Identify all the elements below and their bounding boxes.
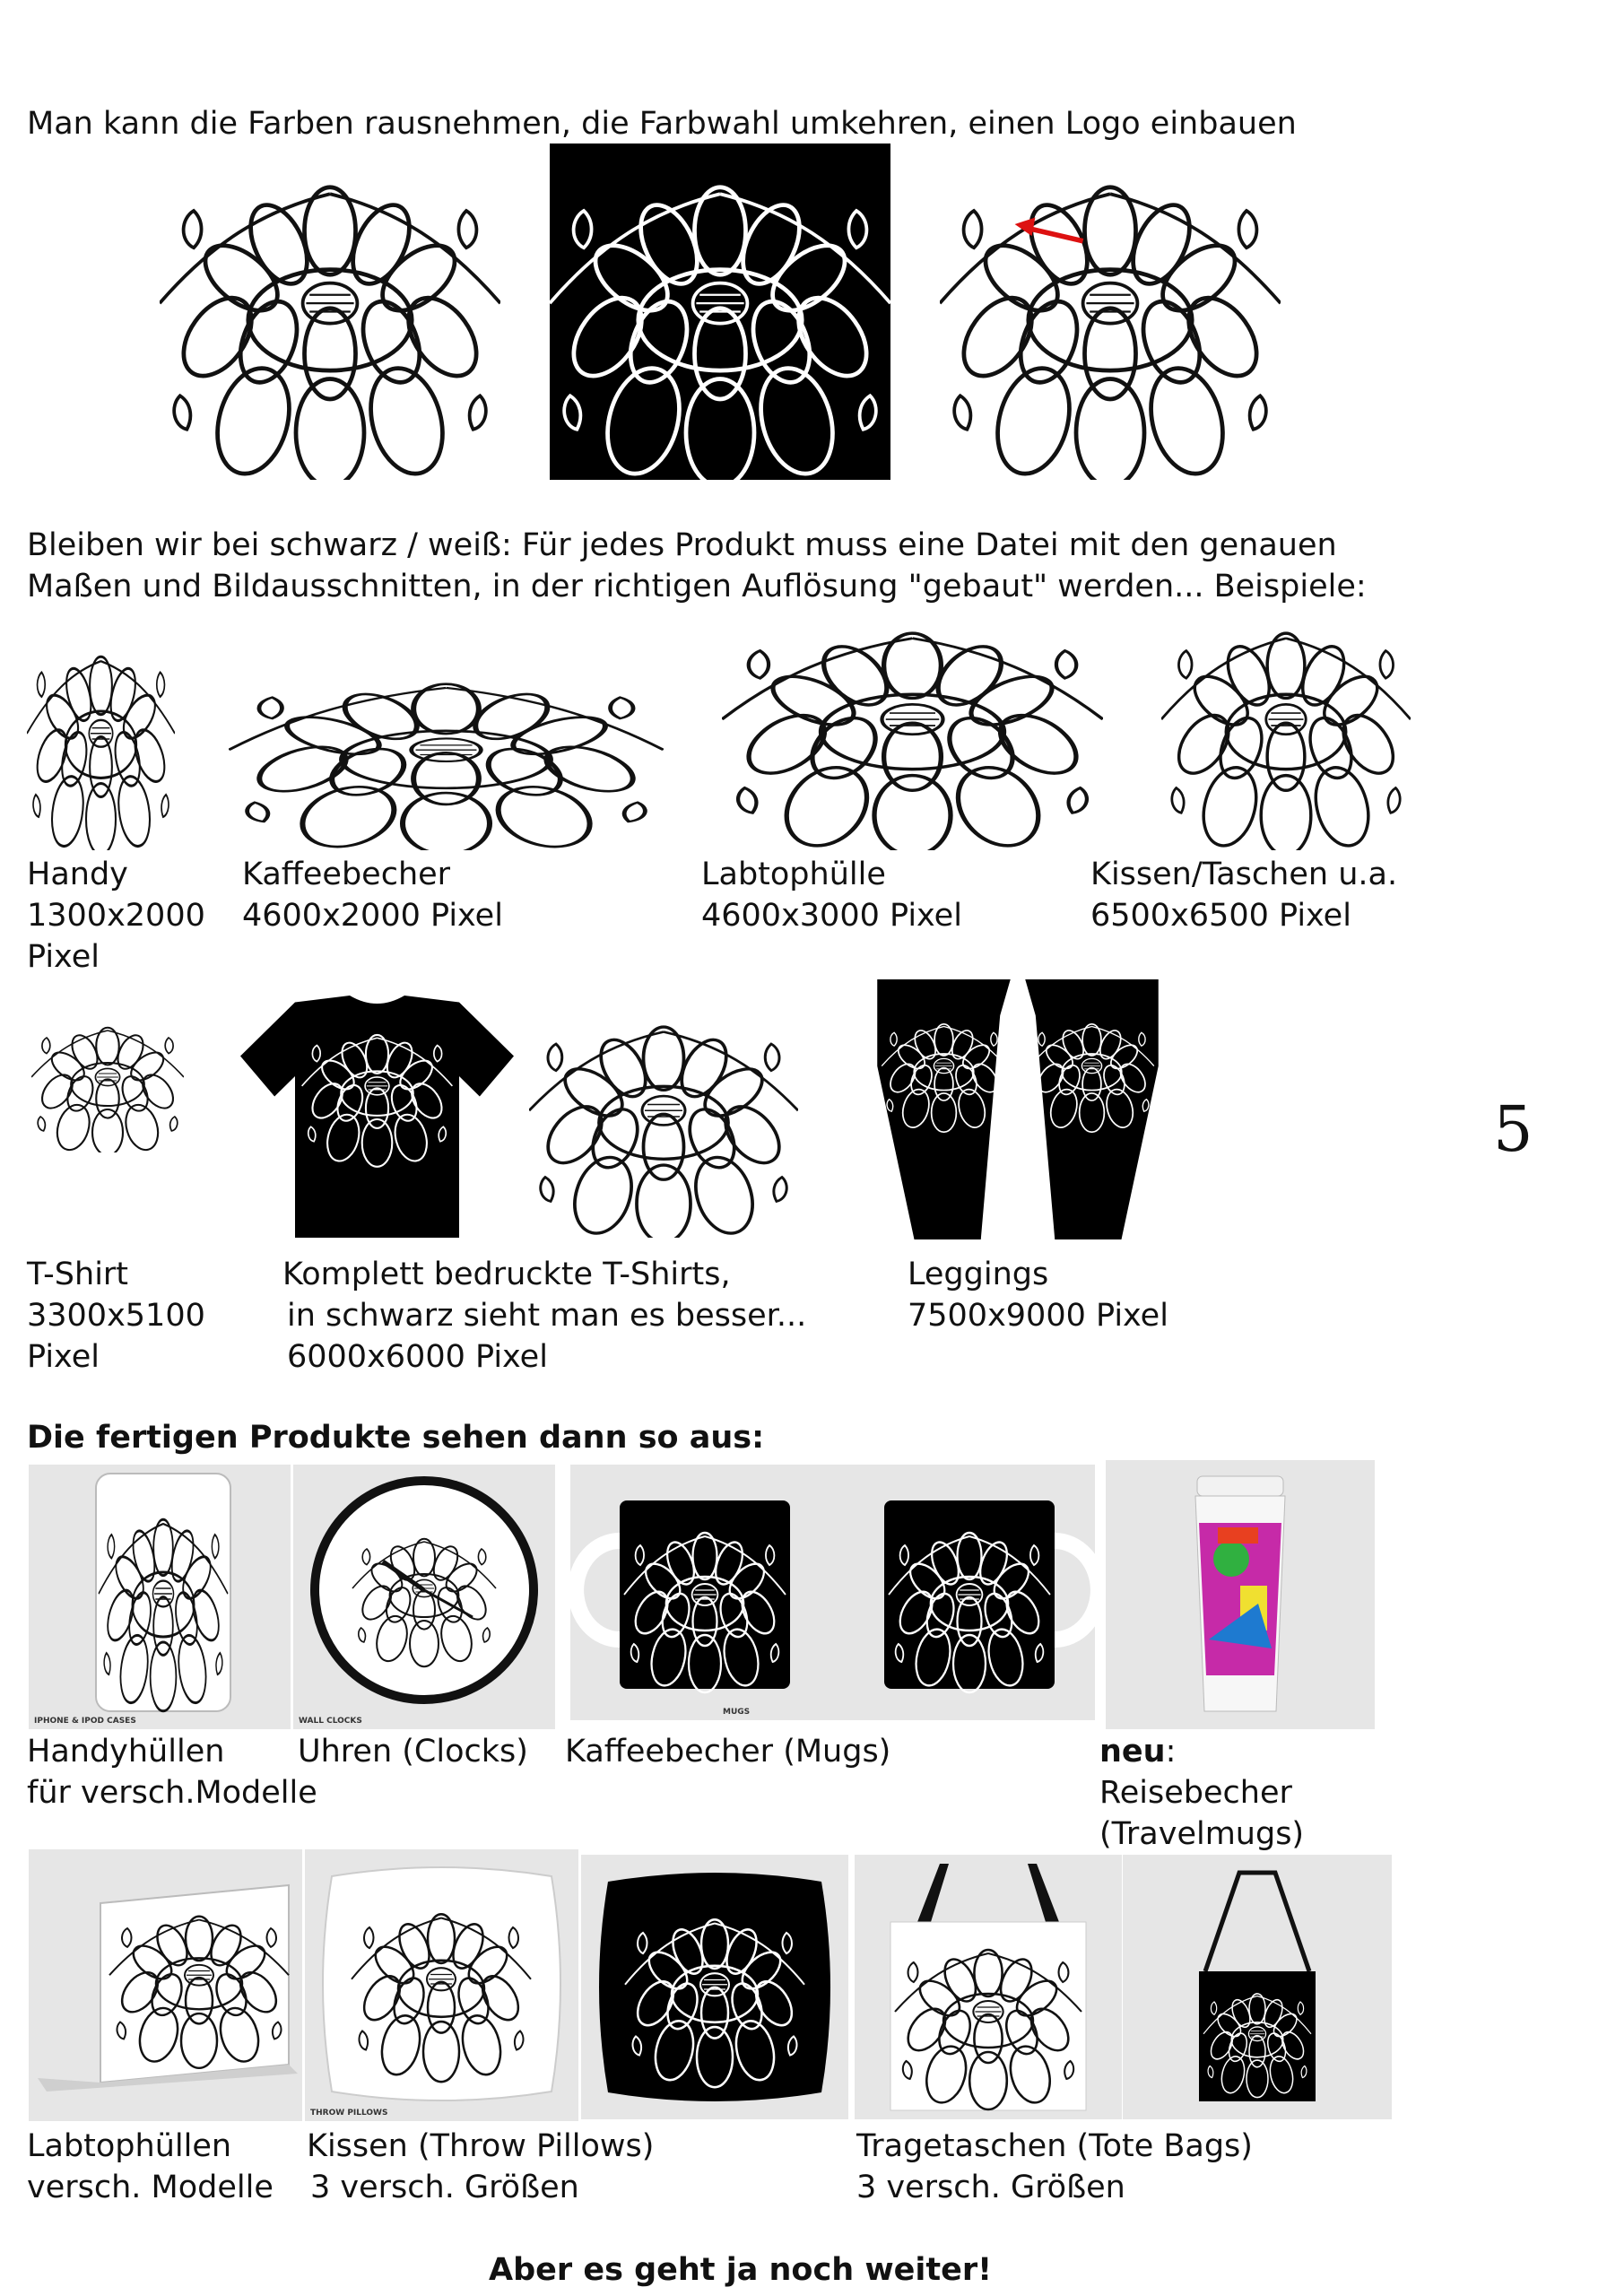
format-tshirt-name: T-Shirt	[27, 1257, 129, 1292]
format-komplett-line-2: in schwarz sieht man es besser...	[287, 1298, 807, 1334]
product-pillows-line-1: Kissen (Throw Pillows)	[307, 2128, 655, 2164]
product-pillows-line-2: 3 versch. Größen	[310, 2170, 579, 2205]
format-tshirt-image	[31, 1009, 184, 1152]
format-leggings-image	[870, 979, 1166, 1239]
format-labtop-name: Labtophülle	[701, 857, 886, 892]
product-travel-line-2: Reisebecher	[1099, 1775, 1292, 1811]
format-labtop-image	[722, 601, 1103, 850]
caption-clocks: WALL CLOCKS	[299, 1717, 362, 1726]
neu-colon: :	[1165, 1734, 1177, 1770]
product-laptop-line-1: Labtophüllen	[27, 2128, 232, 2164]
intro-text: Man kann die Farben rausnehmen, die Farbwahl umkehren, einen Logo einbauen	[27, 106, 1297, 142]
format-komplett-line-1: Komplett bedruckte T-Shirts,	[282, 1257, 731, 1292]
product-handy-line-2: für versch.Modelle	[27, 1775, 317, 1811]
format-kaffeebecher-name: Kaffeebecher	[242, 857, 451, 892]
format-tshirt-size: 3300x5100	[27, 1298, 205, 1334]
flower-artwork-white	[160, 144, 500, 480]
caption-iphone: IPHONE & IPOD CASES	[34, 1717, 136, 1726]
product-photo-clock	[293, 1465, 555, 1729]
product-photo-mugs	[570, 1465, 1095, 1720]
format-kissen-name: Kissen/Taschen u.a.	[1090, 857, 1398, 892]
products-heading: Die fertigen Produkte sehen dann so aus:	[27, 1420, 765, 1456]
format-handy-name: Handy	[27, 857, 128, 892]
page-number: 5	[1493, 1092, 1533, 1166]
product-photo-pillow-black	[581, 1855, 848, 2119]
caption-pillows: THROW PILLOWS	[310, 2109, 388, 2118]
product-mugs-label: Kaffeebecher (Mugs)	[565, 1734, 891, 1770]
format-labtop-size: 4600x3000 Pixel	[701, 898, 962, 934]
flower-artwork-inverted	[550, 144, 890, 480]
product-photo-tote-black	[1123, 1855, 1392, 2119]
product-travel-line-3: (Travelmugs)	[1099, 1816, 1305, 1852]
format-handy-unit: Pixel	[27, 939, 100, 975]
paragraph-line-1: Bleiben wir bei schwarz / weiß: Für jedes Produkt muss eine Datei mit den genauen	[27, 527, 1337, 563]
product-travel-neu	[1099, 1731, 1176, 1772]
format-leggings-name: Leggings	[908, 1257, 1049, 1292]
neu-label: neu	[1099, 1734, 1166, 1770]
format-kaffeebecher-image	[229, 659, 664, 850]
format-tshirt-black-image	[240, 996, 514, 1238]
paragraph-line-2: Maßen und Bildausschnitten, in der richtigen Auflösung "gebaut" werden... Beispiele:	[27, 569, 1367, 604]
format-kaffeebecher-size: 4600x2000 Pixel	[242, 898, 503, 934]
product-totes-line-1: Tragetaschen (Tote Bags)	[856, 2128, 1253, 2164]
format-leggings-size: 7500x9000 Pixel	[908, 1298, 1168, 1334]
format-tshirt-unit: Pixel	[27, 1339, 100, 1375]
product-clocks-label: Uhren (Clocks)	[298, 1734, 528, 1770]
format-kissen-image	[1161, 601, 1411, 850]
product-photo-pillow-white	[305, 1849, 578, 2121]
product-photo-laptop-skin	[29, 1849, 302, 2121]
product-laptop-line-2: versch. Modelle	[27, 2170, 274, 2205]
footer-text: Aber es geht ja noch weiter!	[489, 2252, 993, 2288]
product-handy-line-1: Handyhüllen	[27, 1734, 225, 1770]
product-totes-line-2: 3 versch. Größen	[856, 2170, 1125, 2205]
format-tshirt-pattern-image	[529, 996, 798, 1238]
product-photo-phone-case	[29, 1465, 291, 1729]
product-photo-tote-white	[855, 1855, 1122, 2119]
format-kissen-size: 6500x6500 Pixel	[1090, 898, 1351, 934]
product-photo-travelmug	[1106, 1460, 1375, 1729]
format-handy-image	[27, 628, 175, 850]
flower-artwork-logo	[940, 144, 1281, 480]
format-handy-size: 1300x2000	[27, 898, 205, 934]
format-komplett-size: 6000x6000 Pixel	[287, 1339, 548, 1375]
caption-mugs: MUGS	[723, 1708, 751, 1717]
